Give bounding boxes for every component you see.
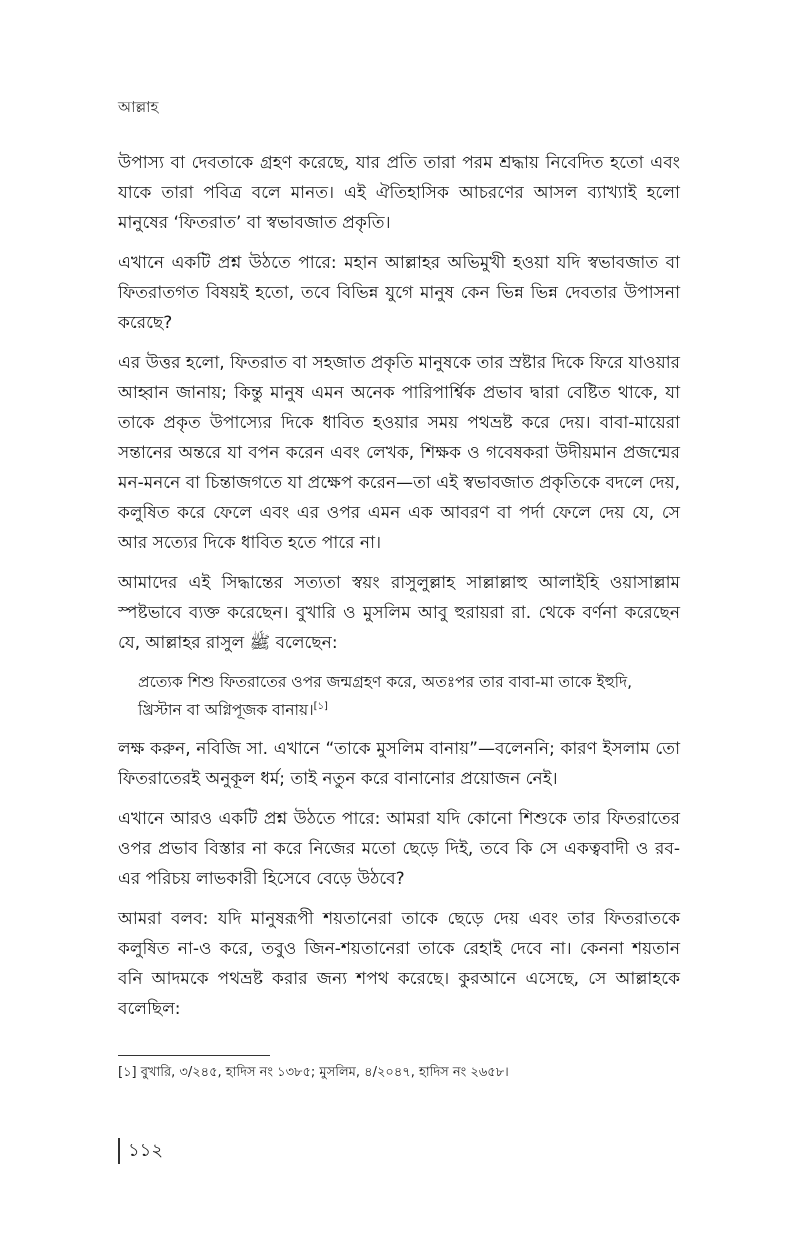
footnote: [১] বুখারি, ৩/২৪৫, হাদিস নং ১৩৮৫; মুসলিম, ৪/২০৪৭, হাদিস নং ২৬৫৮। [118, 1065, 509, 1080]
footnote-divider [118, 1055, 270, 1056]
hadith-quote [138, 668, 680, 724]
paragraph-6: এখানে আরও একটি প্রশ্ন উঠতে পারে: আমরা যদি কোনো শিশুকে তার ফিতরাতের ওপর প্রভাব বিস্তার না করে নিজের মতো ছেড়ে দিই, তবে কি সে একত্ববাদী ও রব-এর পরিচয় লাভকারী হিসেবে বেড়ে উঠবে? [118, 809, 680, 889]
page-number: ১১২ [128, 1140, 164, 1161]
footnote-reference[interactable]: [১] [313, 700, 328, 712]
paragraph-3: এর উত্তর হলো, ফিতরাত বা সহজাত প্রকৃতি মানুষকে তার স্রষ্টার দিকে ফিরে যাওয়ার আহ্বান জানায়; কিন্তু মানুষ এমন অনেক পারিপার্শ্বিক প্রভাব দ্বারা বেষ্টিত থাকে, যা তাকে প্রকৃত উপাস্যের দিকে ধাবিত হওয়ার সময় পথভ্রষ্ট করে দেয়। বাবা-মায়েরা সন্তানের অন্তরে যা বপন করেন এবং লেখক, শিক্ষক ও গবেষকরা উদীয়মান প্রজন্মের মন-মননে বা চিন্তাজগতে যা প্রক্ষেপ করেন—তা এই স্বভাবজাত প্রকৃতিকে বদলে দেয়, কলুষিত করে ফেলে এবং এর ওপর এমন এক আবরণ বা পর্দা ফেলে দেয় যে, সে আর সত্যের দিকে ধাবিত হতে পারে না। [118, 353, 680, 553]
paragraph-1: উপাস্য বা দেবতাকে গ্রহণ করেছে, যার প্রতি তারা পরম শ্রদ্ধায় নিবেদিত হতো এবং যাকে তারা পবিত্র বলে মানত। এই ঐতিহাসিক আচরণের আসল ব্যাখ্যাই হলো মানুষের ‘ফিতরাত’ বা স্বভাবজাত প্রকৃতি। [118, 153, 680, 233]
hadith-quote-text: প্রত্যেক শিশু ফিতরাতের ওপর জন্মগ্রহণ করে, অতঃপর তার বাবা-মা তাকে ইহুদি, খ্রিস্টান বা অগ্নিপূজক বানায়। [138, 673, 633, 719]
paragraph-5: লক্ষ করুন, নবিজি সা. এখানে “তাকে মুসলিম বানায়”—বলেননি; কারণ ইসলাম তো ফিতরাতেরই অনুকূল ধর্ম; তাই নতুন করে বানানোর প্রয়োজন নেই। [118, 739, 680, 789]
page-number-rule [118, 1138, 120, 1164]
body-text [118, 148, 680, 1034]
paragraph-2: এখানে একটি প্রশ্ন উঠতে পারে: মহান আল্লাহর অভিমুখী হওয়া যদি স্বভাবজাত বা ফিতরাতগত বিষয়ই হতো, তবে বিভিন্ন যুগে মানুষ কেন ভিন্ন ভিন্ন দেবতার উপাসনা করেছে? [118, 253, 680, 333]
paragraph-4: আমাদের এই সিদ্ধান্তের সত্যতা স্বয়ং রাসুলুল্লাহ সাল্লাল্লাহু আলাইহি ওয়াসাল্লাম স্পষ্টভাবে ব্যক্ত করেছেন। বুখারি ও মুসলিম আবু হুরায়রা রা. থেকে বর্ণনা করেছেন যে, আল্লাহর রাসুল ﷺ বলেছেন: [118, 573, 680, 653]
running-head: আল্লাহ [118, 98, 159, 116]
paragraph-7: আমরা বলব: যদি মানুষরূপী শয়তানেরা তাকে ছেড়ে দেয় এবং তার ফিতরাতকে কলুষিত না-ও করে, তবুও জিন-শয়তানেরা তাকে রেহাই দেবে না। কেননা শয়তান বনি আদমকে পথভ্রষ্ট করার জন্য শপথ করেছে। কুরআনে এসেছে, সে আল্লাহকে বলেছিল: [118, 909, 680, 1019]
